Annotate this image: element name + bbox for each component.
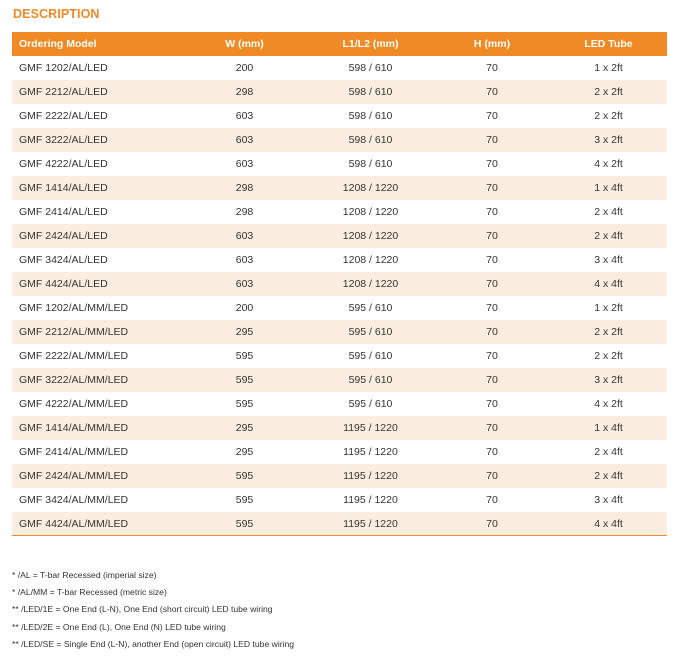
cell-height: 70 bbox=[486, 494, 498, 506]
cell-ordering-model: GMF 4424/AL/MM/LED bbox=[19, 518, 129, 530]
cell-ordering-model: GMF 1414/AL/MM/LED bbox=[19, 422, 129, 434]
section-title: DESCRIPTION bbox=[13, 7, 100, 21]
cell-length: 595 / 610 bbox=[348, 398, 393, 410]
table-row bbox=[12, 440, 667, 464]
header-led-tube: LED Tube bbox=[584, 38, 633, 50]
cell-ordering-model: GMF 2212/AL/MM/LED bbox=[19, 326, 129, 338]
cell-height: 70 bbox=[486, 350, 498, 362]
cell-led-tube: 2 x 2ft bbox=[594, 86, 623, 98]
cell-height: 70 bbox=[486, 110, 498, 122]
cell-ordering-model: GMF 4424/AL/LED bbox=[19, 278, 108, 290]
cell-led-tube: 1 x 2ft bbox=[594, 62, 623, 74]
cell-ordering-model: GMF 4222/AL/LED bbox=[19, 158, 108, 170]
cell-length: 595 / 610 bbox=[348, 350, 393, 362]
cell-ordering-model: GMF 1414/AL/LED bbox=[19, 182, 108, 194]
cell-width: 595 bbox=[235, 494, 254, 506]
cell-length: 1208 / 1220 bbox=[342, 182, 399, 194]
cell-length: 1208 / 1220 bbox=[342, 278, 399, 290]
table-row bbox=[12, 248, 667, 272]
table-row bbox=[12, 128, 667, 152]
cell-height: 70 bbox=[486, 182, 498, 194]
header-height: H (mm) bbox=[473, 38, 511, 50]
cell-length: 1208 / 1220 bbox=[342, 254, 399, 266]
cell-led-tube: 2 x 4ft bbox=[594, 446, 623, 458]
cell-led-tube: 2 x 2ft bbox=[594, 326, 623, 338]
cell-width: 595 bbox=[235, 398, 254, 410]
footnote: * /AL/MM = T-bar Recessed (metric size) bbox=[12, 587, 167, 598]
cell-length: 598 / 610 bbox=[348, 86, 393, 98]
header-ordering-model: Ordering Model bbox=[19, 38, 97, 50]
table-row bbox=[12, 104, 667, 128]
cell-length: 1195 / 1220 bbox=[343, 494, 398, 506]
cell-height: 70 bbox=[486, 158, 498, 170]
cell-length: 598 / 610 bbox=[348, 134, 393, 146]
footnotes bbox=[12, 567, 294, 653]
cell-led-tube: 4 x 4ft bbox=[594, 518, 623, 530]
cell-width: 295 bbox=[235, 326, 254, 338]
cell-length: 595 / 610 bbox=[348, 374, 393, 386]
cell-led-tube: 3 x 2ft bbox=[594, 374, 623, 386]
cell-ordering-model: GMF 2222/AL/MM/LED bbox=[19, 350, 129, 362]
table-row bbox=[12, 392, 667, 416]
table-row bbox=[12, 272, 667, 296]
cell-ordering-model: GMF 2414/AL/LED bbox=[19, 206, 108, 218]
cell-height: 70 bbox=[486, 86, 498, 98]
footnote: ** /LED/1E = One End (L-N), One End (short circuit) LED tube wiring bbox=[12, 604, 273, 615]
table-row bbox=[12, 56, 667, 80]
cell-led-tube: 1 x 2ft bbox=[594, 302, 623, 314]
cell-height: 70 bbox=[486, 374, 498, 386]
cell-length: 598 / 610 bbox=[348, 110, 393, 122]
cell-height: 70 bbox=[486, 254, 498, 266]
table-row bbox=[12, 224, 667, 248]
cell-height: 70 bbox=[486, 230, 498, 242]
cell-width: 595 bbox=[235, 350, 254, 362]
cell-height: 70 bbox=[486, 446, 498, 458]
footnote: ** /LED/2E = One End (L), One End (N) LED tube wiring bbox=[12, 621, 226, 632]
table-row bbox=[12, 488, 667, 512]
cell-width: 200 bbox=[235, 302, 254, 314]
cell-led-tube: 2 x 4ft bbox=[594, 230, 623, 242]
cell-width: 295 bbox=[235, 446, 254, 458]
ordering-table bbox=[12, 32, 667, 536]
cell-width: 298 bbox=[235, 182, 254, 194]
cell-led-tube: 3 x 4ft bbox=[594, 254, 623, 266]
cell-height: 70 bbox=[486, 278, 498, 290]
table-row bbox=[12, 152, 667, 176]
table-row bbox=[12, 296, 667, 320]
cell-height: 70 bbox=[486, 206, 498, 218]
cell-length: 1208 / 1220 bbox=[342, 230, 399, 242]
cell-led-tube: 4 x 4ft bbox=[594, 278, 623, 290]
cell-height: 70 bbox=[486, 326, 498, 338]
cell-height: 70 bbox=[486, 518, 498, 530]
cell-led-tube: 4 x 2ft bbox=[594, 158, 623, 170]
cell-length: 1208 / 1220 bbox=[342, 206, 399, 218]
cell-width: 603 bbox=[235, 230, 254, 242]
cell-length: 595 / 610 bbox=[348, 326, 393, 338]
footnote: ** /LED/SE = Single End (L-N), another End (open circuit) LED tube wiring bbox=[12, 638, 295, 649]
table-row bbox=[12, 464, 667, 488]
cell-led-tube: 2 x 4ft bbox=[594, 470, 623, 482]
cell-ordering-model: GMF 2424/AL/MM/LED bbox=[19, 470, 129, 482]
cell-led-tube: 4 x 2ft bbox=[594, 398, 623, 410]
table-row bbox=[12, 80, 667, 104]
cell-length: 1195 / 1220 bbox=[343, 470, 398, 482]
cell-width: 603 bbox=[235, 134, 254, 146]
cell-led-tube: 1 x 4ft bbox=[594, 422, 623, 434]
cell-height: 70 bbox=[486, 134, 498, 146]
cell-length: 598 / 610 bbox=[348, 158, 393, 170]
cell-ordering-model: GMF 3222/AL/LED bbox=[19, 134, 108, 146]
cell-length: 1195 / 1220 bbox=[343, 446, 398, 458]
cell-width: 298 bbox=[235, 86, 254, 98]
cell-led-tube: 3 x 4ft bbox=[594, 494, 623, 506]
table-row bbox=[12, 512, 667, 536]
cell-ordering-model: GMF 3424/AL/LED bbox=[19, 254, 108, 266]
cell-width: 298 bbox=[235, 206, 254, 218]
table-row bbox=[12, 416, 667, 440]
cell-width: 595 bbox=[235, 518, 254, 530]
cell-ordering-model: GMF 2222/AL/LED bbox=[19, 110, 108, 122]
cell-height: 70 bbox=[486, 302, 498, 314]
cell-height: 70 bbox=[486, 422, 498, 434]
cell-width: 603 bbox=[235, 110, 254, 122]
cell-width: 295 bbox=[235, 422, 254, 434]
header-length: L1/L2 (mm) bbox=[342, 38, 399, 50]
cell-length: 598 / 610 bbox=[348, 62, 393, 74]
table-row bbox=[12, 176, 667, 200]
table-header-row bbox=[12, 32, 667, 56]
cell-ordering-model: GMF 2424/AL/LED bbox=[19, 230, 108, 242]
table-row bbox=[12, 344, 667, 368]
cell-led-tube: 2 x 2ft bbox=[594, 110, 623, 122]
cell-ordering-model: GMF 4222/AL/MM/LED bbox=[19, 398, 129, 410]
cell-height: 70 bbox=[486, 470, 498, 482]
footnote: * /AL = T-bar Recessed (imperial size) bbox=[12, 570, 157, 580]
cell-height: 70 bbox=[486, 398, 498, 410]
cell-length: 1195 / 1220 bbox=[343, 422, 398, 434]
cell-led-tube: 3 x 2ft bbox=[594, 134, 623, 146]
cell-led-tube: 1 x 4ft bbox=[594, 182, 623, 194]
table-row bbox=[12, 368, 667, 392]
cell-ordering-model: GMF 2414/AL/MM/LED bbox=[19, 446, 129, 458]
cell-ordering-model: GMF 1202/AL/LED bbox=[19, 62, 108, 74]
cell-width: 603 bbox=[235, 158, 254, 170]
cell-width: 603 bbox=[235, 278, 254, 290]
cell-ordering-model: GMF 3222/AL/MM/LED bbox=[19, 374, 129, 386]
cell-width: 595 bbox=[235, 374, 254, 386]
cell-length: 595 / 610 bbox=[348, 302, 393, 314]
table-body bbox=[12, 56, 667, 536]
table-row bbox=[12, 200, 667, 224]
cell-ordering-model: GMF 1202/AL/MM/LED bbox=[19, 302, 129, 314]
cell-led-tube: 2 x 4ft bbox=[594, 206, 623, 218]
cell-led-tube: 2 x 2ft bbox=[594, 350, 623, 362]
cell-width: 200 bbox=[235, 62, 254, 74]
cell-length: 1195 / 1220 bbox=[343, 518, 398, 530]
cell-width: 595 bbox=[235, 470, 254, 482]
cell-ordering-model: GMF 3424/AL/MM/LED bbox=[19, 494, 129, 506]
table-row bbox=[12, 320, 667, 344]
cell-height: 70 bbox=[486, 62, 498, 74]
cell-width: 603 bbox=[235, 254, 254, 266]
table-bottom-rule bbox=[12, 535, 667, 536]
cell-ordering-model: GMF 2212/AL/LED bbox=[19, 86, 108, 98]
header-width: W (mm) bbox=[225, 38, 264, 50]
